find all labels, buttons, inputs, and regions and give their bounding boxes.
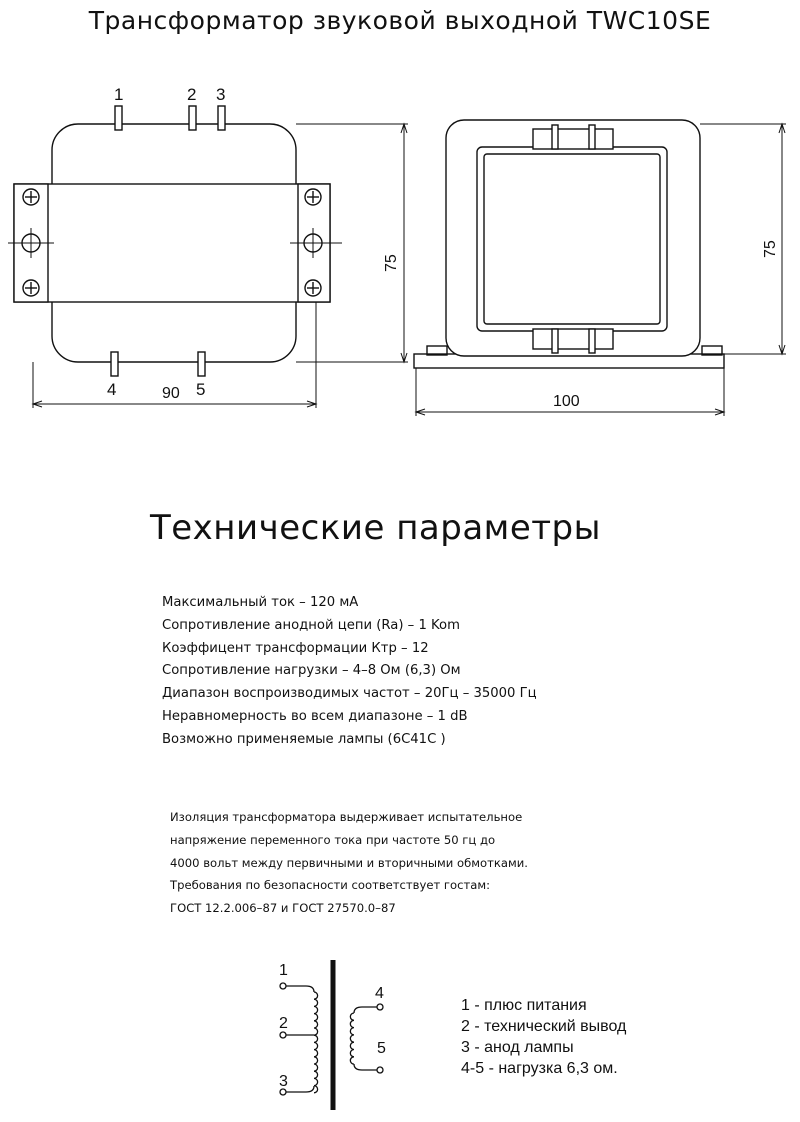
terminal-1 [115, 106, 122, 130]
legend-item: 2 - технический вывод [461, 1018, 627, 1035]
coil-turns [314, 992, 318, 1093]
schematic-pin-1: 1 [279, 962, 288, 979]
terminal-5-icon [377, 1067, 383, 1073]
pin-label-2: 2 [187, 85, 197, 104]
dimension-front-height: 75 [383, 254, 400, 272]
note-line: Требования по безопасности соответствует гостам: [170, 878, 491, 893]
insulation-note [170, 806, 528, 920]
front-view [8, 106, 408, 408]
schematic-pin-4: 4 [375, 985, 384, 1002]
dimension-side-height: 75 [762, 240, 779, 258]
parameter-item: Сопротивление анодной цепи (Ra) – 1 Kom [162, 617, 460, 633]
parameter-item: Коэффицент трансформации Ктр – 12 [162, 640, 429, 656]
dimension-front-width: 90 [162, 385, 180, 402]
winding-schematic [270, 955, 420, 1115]
schematic-pin-2: 2 [279, 1015, 288, 1032]
parameter-item: Неравномерность во всем диапазоне – 1 dB [162, 708, 468, 724]
legend-item: 1 - плюс питания [461, 997, 587, 1014]
screw-icon [23, 280, 39, 296]
parameter-item: Сопротивление нагрузки – 4–8 Ом (6,3) Ом [162, 663, 461, 679]
screw-icon [305, 189, 321, 205]
terminal-2-icon [280, 1032, 286, 1038]
coil-turns [350, 1013, 354, 1064]
terminal-5 [198, 352, 205, 376]
screw-icon [305, 280, 321, 296]
dimension-side-width: 100 [553, 393, 580, 410]
mounting-frame [14, 184, 330, 302]
parameter-item: Диапазон воспроизводимых частот – 20Гц – 35000 Гц [162, 686, 537, 702]
parameters-list [162, 592, 537, 752]
parameter-item: Максимальный ток – 120 мА [162, 595, 359, 610]
secondary-coil [350, 1013, 354, 1064]
note-line: Изоляция трансформатора выдерживает испытательное [170, 810, 523, 824]
pin-label-3: 3 [216, 85, 226, 104]
schematic-pin-3: 3 [279, 1073, 288, 1090]
terminal-2 [189, 106, 196, 130]
note-line: ГОСТ 12.2.006–87 и ГОСТ 27570.0–87 [170, 901, 396, 916]
legend-item: 3 - анод лампы [461, 1039, 574, 1056]
primary-coil [314, 992, 318, 1093]
legend-item: 4-5 - нагрузка 6,3 ом. [461, 1060, 618, 1077]
note-line: напряжение переменного тока при частоте 50 гц до [170, 832, 496, 847]
section-title: Технические параметры [150, 508, 601, 548]
pin-legend [461, 995, 626, 1079]
pin-label-1: 1 [114, 85, 124, 104]
parameter-item: Возможно применяемые лампы (6С41С ) [162, 731, 446, 747]
note-line: 4000 вольт между первичными и вторичными обмотками. [170, 855, 528, 870]
terminal-4-icon [377, 1004, 383, 1010]
terminal-4 [111, 352, 118, 376]
pin-label-5: 5 [196, 380, 206, 399]
page-title: Трансформатор звуковой выходной TWC10SE [88, 6, 712, 35]
transformer-drawing [0, 0, 800, 440]
pin-label-4: 4 [107, 380, 117, 399]
terminal-3 [218, 106, 225, 130]
schematic-pin-5: 5 [377, 1040, 386, 1057]
terminal-1-icon [280, 983, 286, 989]
side-view [414, 120, 786, 416]
screw-icon [23, 189, 39, 205]
